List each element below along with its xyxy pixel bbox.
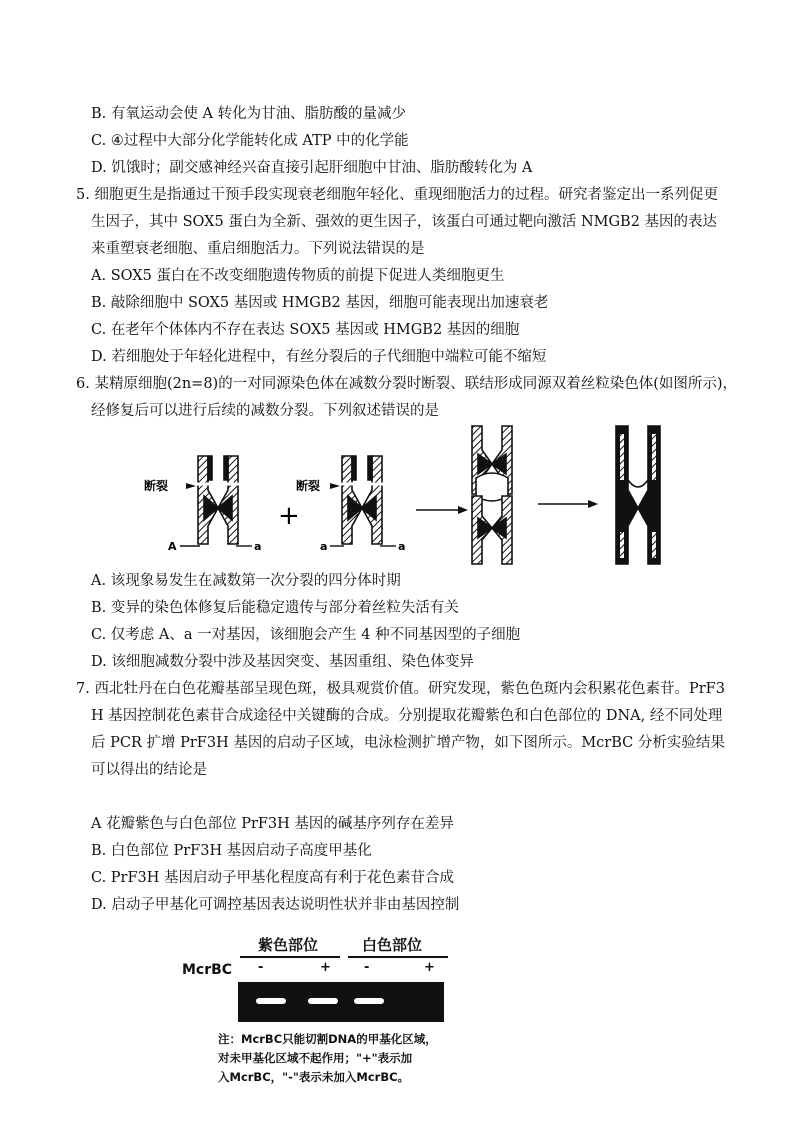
- q7-stem-line3: 后 PCR 扩增 PrF3H 基因的启动子区域，电泳检测扩增产物，如下图所示。McrBC 分析实验结果: [91, 735, 725, 751]
- allele-a-label-1: a: [254, 540, 262, 553]
- q6-option-d: D. 该细胞减数分裂中涉及基因突变、基因重组、染色体变异: [91, 654, 474, 670]
- chromosome-fusion-figure: [140, 420, 680, 568]
- q7-option-c: C. PrF3H 基因启动子甲基化程度高有利于花色素苷合成: [91, 870, 455, 886]
- q5-stem-line1: 5. 细胞更生是指通过干预手段实现衰老细胞年轻化、重现细胞活力的过程。研究者鉴定出一系列促更: [76, 187, 718, 203]
- gel-group-underline-white: [348, 956, 448, 958]
- q4-option-b: B. 有氧运动会使 A 转化为甘油、脂肪酸的量减少: [91, 106, 407, 122]
- gel-band-lane-2: [308, 998, 338, 1004]
- fused-chromosome: [472, 426, 512, 564]
- allele-a-upper-label: A: [168, 540, 177, 553]
- q5-option-b: B. 敲除细胞中 SOX5 基因或 HMGB2 基因，细胞可能表现出加速衰老: [91, 295, 549, 311]
- q7-option-d: D. 启动子甲基化可调控基因表达说明性状并非由基因控制: [91, 897, 460, 913]
- q7-stem-line1: 7. 西北牡丹在白色花瓣基部呈现色斑，极具观赏价值。研究发现，紫色色斑内会积累花色素苷。PrF3: [76, 681, 725, 697]
- gel-note-line1: 注：McrBC只能切割DNA的甲基化区域，: [218, 1032, 437, 1046]
- repaired-chromosome: [616, 426, 660, 564]
- gel-sign-2: +: [320, 960, 331, 975]
- q6-stem-line2: 经修复后可以进行后续的减数分裂。下列叙述错误的是: [91, 403, 439, 419]
- allele-a-label-2: a: [320, 540, 328, 553]
- q6-option-a: A. 该现象易发生在减数第一次分裂的四分体时期: [91, 573, 401, 589]
- q6-stem-line1: 6. 某精原细胞(2n=8)的一对同源染色体在减数分裂时断裂、联结形成同源双着丝粒染色体(如图所示)，: [76, 376, 738, 392]
- q4-option-d: D. 饥饿时；副交感神经兴奋直接引起肝细胞中甘油、脂肪酸转化为 A: [91, 160, 533, 176]
- gel-band-lane-1: [256, 998, 286, 1004]
- gel-sign-3: -: [364, 960, 370, 975]
- gel-group-white: 白色部位: [362, 936, 423, 954]
- gel-group-purple: 紫色部位: [258, 936, 319, 954]
- break-arrow-1: [186, 483, 196, 489]
- q5-option-c: C. 在老年个体体内不存在表达 SOX5 基因或 HMGB2 基因的细胞: [91, 322, 520, 338]
- q5-stem-line2: 生因子，其中 SOX5 蛋白为全新、强效的更生因子，该蛋白可通过靶向激活 NMGB2 基因的表达: [91, 214, 718, 230]
- q7-stem-line2: H 基因控制花色素苷合成途径中关键酶的合成。分别提取花瓣紫色和白色部位的 DNA, 经不同处理: [91, 708, 723, 724]
- q4-option-c: C. ④过程中大部分化学能转化成 ATP 中的化学能: [91, 133, 409, 149]
- q5-option-a: A. SOX5 蛋白在不改变细胞遗传物质的前提下促进人类细胞更生: [91, 268, 505, 284]
- q6-option-b: B. 变异的染色体修复后能稳定遗传与部分着丝粒失活有关: [91, 600, 459, 616]
- break-label-1: 断裂: [144, 479, 169, 493]
- break-label-2: 断裂: [296, 479, 321, 493]
- gel-plate: [238, 982, 444, 1022]
- gel-note-line2: 对未甲基化区域不起作用；"+"表示加: [218, 1051, 413, 1065]
- gel-row-label: McrBC: [182, 962, 233, 978]
- gel-sign-1: -: [258, 960, 264, 975]
- gel-group-underline-purple: [240, 956, 340, 958]
- chromosome-1: [196, 456, 240, 544]
- plus-sign: +: [278, 501, 300, 531]
- q5-option-d: D. 若细胞处于年轻化进程中，有丝分裂后的子代细胞中端粒可能不缩短: [91, 349, 547, 365]
- q5-stem-line3: 来重塑衰老细胞、重启细胞活力。下列说法错误的是: [91, 241, 425, 257]
- q6-option-c: C. 仅考虑 A、a 一对基因，该细胞会产生 4 种不同基因型的子细胞: [91, 627, 521, 643]
- q7-option-b: B. 白色部位 PrF3H 基因启动子高度甲基化: [91, 843, 372, 859]
- gel-sign-4: +: [424, 960, 435, 975]
- q7-stem-line4: 可以得出的结论是: [91, 762, 207, 778]
- break-arrow-2: [330, 483, 340, 489]
- q7-option-a: A 花瓣紫色与白色部位 PrF3H 基因的碱基序列存在差异: [91, 816, 454, 832]
- allele-a-label-3: a: [398, 540, 406, 553]
- gel-note-line3: 入McrBC，"-"表示未加入McrBC。: [218, 1070, 410, 1084]
- chromosome-2: [340, 456, 384, 544]
- gel-band-lane-3: [354, 998, 384, 1004]
